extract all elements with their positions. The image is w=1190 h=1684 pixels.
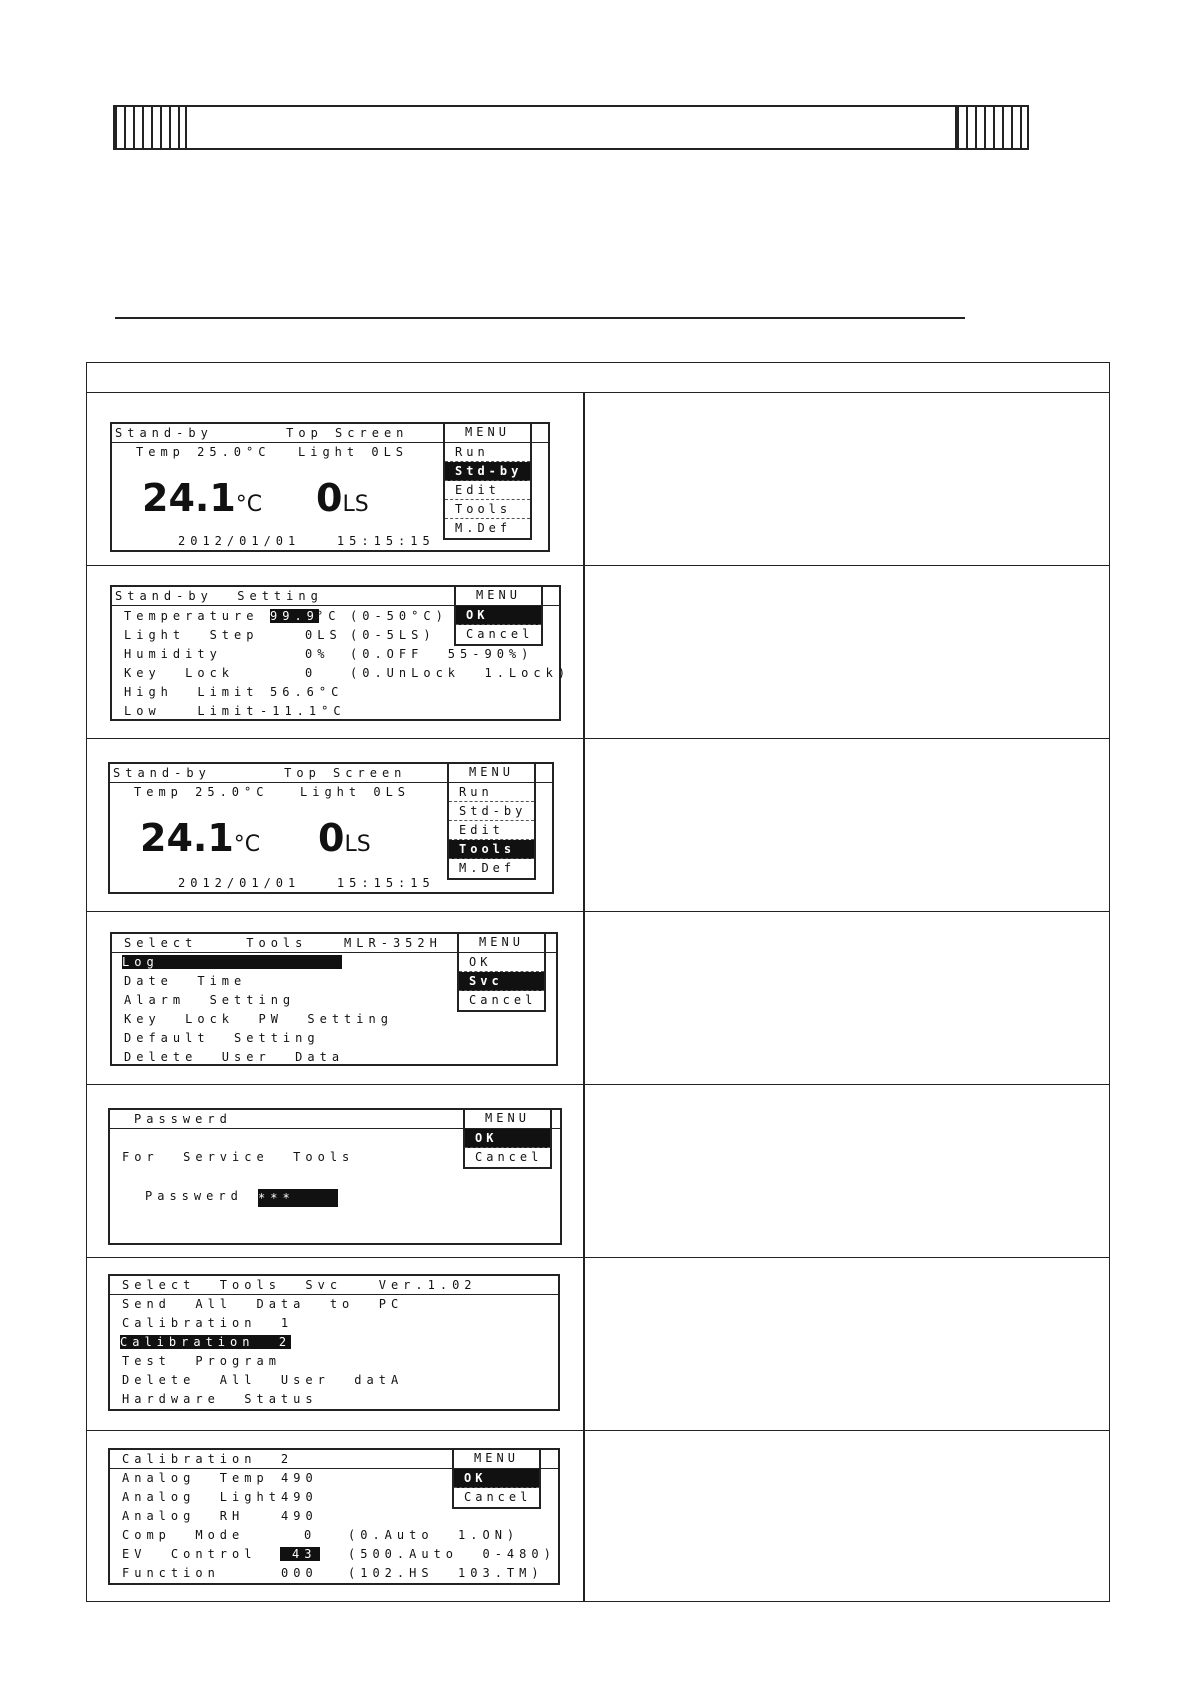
cal-value-analog-rh[interactable]: 490 (281, 1509, 318, 1523)
tool-item-date-time[interactable]: Date Time (124, 974, 247, 988)
cal-value-analog-temp[interactable]: 490 (281, 1471, 318, 1485)
svc-item-send-all-data[interactable]: Send All Data to PC (122, 1297, 404, 1311)
tool-item-log[interactable]: Log (122, 955, 342, 969)
setting-label-humidity: Humidity (124, 647, 222, 661)
cal-value-comp-mode[interactable]: 0 (304, 1528, 317, 1542)
cal-value-ev-control[interactable]: 43 (280, 1547, 320, 1561)
light-setpoint: Light 0LS (300, 785, 411, 799)
lcd-standby-setting (110, 585, 571, 721)
menu-header: MENU (454, 1450, 539, 1469)
svc-item-delete-all-user-data[interactable]: Delete All User datA (122, 1373, 404, 1387)
banner-stripes-right (955, 107, 1027, 148)
tool-item-default-setting[interactable]: Default Setting (124, 1031, 320, 1045)
cal-label-analog-temp: Analog Temp (122, 1471, 269, 1485)
setting-label-low-limit: Low Limit (124, 704, 259, 718)
menu-item-ok[interactable]: OK (459, 953, 544, 972)
setting-label-temperature: Temperature (124, 609, 259, 623)
password-prompt: For Service Tools (122, 1150, 355, 1164)
svc-item-calibration-2[interactable]: Calibration 2 (120, 1335, 292, 1349)
banner-stripes-left (115, 107, 187, 148)
setting-value-high-limit[interactable]: 56.6°C (270, 685, 344, 699)
cal-label-ev-control: EV Control (122, 1547, 257, 1561)
menu-item-cancel[interactable]: Cancel (464, 1490, 532, 1504)
menu-item-m-def[interactable]: M.Def (455, 521, 512, 535)
side-menu (454, 587, 543, 646)
table-header-row (87, 363, 1109, 393)
menu-item-edit[interactable]: Edit (445, 481, 530, 500)
screen-title: Select Tools MLR-352H (124, 936, 442, 950)
cal-label-analog-light: Analog Light (122, 1490, 281, 1504)
menu-item-cancel[interactable]: Cancel (466, 627, 534, 641)
menu-item-cancel[interactable]: Cancel (475, 1150, 543, 1164)
screen-title: Calibration 2 (122, 1452, 294, 1466)
cal-label-function: Function (122, 1566, 220, 1580)
menu-item-tools[interactable]: Tools (449, 840, 534, 859)
menu-header: MENU (445, 424, 530, 443)
setting-unit-temperature: °C (316, 609, 341, 623)
setting-value-key-lock[interactable]: 0 (305, 666, 318, 680)
temp-setpoint: Temp 25.0°C (136, 445, 271, 459)
setting-value-temperature[interactable]: 99.9 (270, 609, 319, 623)
setting-range-light-step: (0-5LS) (350, 628, 436, 642)
header-banner (113, 105, 1029, 150)
menu-item-ok[interactable]: OK (465, 1129, 550, 1148)
setting-range-temperature: (0-50°C) (350, 609, 448, 623)
menu-item-m-def[interactable]: M.Def (459, 861, 516, 875)
setting-value-light-step[interactable]: 0LS (305, 628, 342, 642)
menu-item-std-by[interactable]: Std-by (449, 802, 534, 821)
menu-item-run[interactable]: Run (449, 783, 534, 802)
cal-range-ev-control: (500.Auto 0-480) (348, 1547, 556, 1561)
setting-label-high-limit: High Limit (124, 685, 259, 699)
lcd-select-tools (110, 932, 558, 1066)
lcd-standby-top-screen (110, 422, 550, 552)
tool-item-delete-user-data[interactable]: Delete User Data (124, 1050, 345, 1064)
menu-item-cancel[interactable]: Cancel (469, 993, 537, 1007)
menu-item-ok[interactable]: OK (454, 1469, 539, 1488)
cal-label-comp-mode: Comp Mode (122, 1528, 245, 1542)
menu-item-run[interactable]: Run (445, 443, 530, 462)
setting-label-key-lock: Key Lock (124, 666, 235, 680)
current-light: 0LS (318, 816, 371, 860)
date-time: 2012/01/01 15:15:15 (178, 534, 435, 548)
screen-title: Stand-by Top Screen (115, 426, 409, 440)
tool-item-key-lock-pw-setting[interactable]: Key Lock PW Setting (124, 1012, 393, 1026)
svc-item-hardware-status[interactable]: Hardware Status (122, 1392, 318, 1406)
screen-title: Stand-by Top Screen (113, 766, 407, 780)
menu-item-ok[interactable]: OK (456, 606, 541, 625)
password-input[interactable]: *** (258, 1189, 338, 1207)
menu-header: MENU (449, 764, 534, 783)
menu-header: MENU (456, 587, 541, 606)
side-menu (443, 424, 532, 540)
side-menu (463, 1110, 552, 1169)
setting-value-humidity[interactable]: 0% (305, 647, 330, 661)
lcd-standby-top-screen-tools (108, 762, 554, 894)
lcd-select-tools-svc (108, 1274, 560, 1411)
password-label: Passwerd (145, 1189, 243, 1203)
temp-setpoint: Temp 25.0°C (134, 785, 269, 799)
lcd-calibration-2 (108, 1448, 560, 1585)
date-time: 2012/01/01 15:15:15 (178, 876, 435, 890)
side-menu (457, 934, 546, 1012)
current-temperature: 24.1°C (140, 816, 261, 860)
cal-label-analog-rh: Analog RH (122, 1509, 245, 1523)
light-setpoint: Light 0LS (298, 445, 409, 459)
menu-header: MENU (465, 1110, 550, 1129)
side-menu (447, 764, 536, 880)
setting-range-humidity: (0.OFF 55-90%) (350, 647, 534, 661)
cal-range-comp-mode: (0.Auto 1.ON) (348, 1528, 520, 1542)
svc-item-calibration-1[interactable]: Calibration 1 (122, 1316, 294, 1330)
lcd-password (108, 1108, 562, 1245)
current-temperature: 24.1°C (142, 476, 263, 520)
section-rule (115, 317, 965, 319)
current-light: 0LS (316, 476, 369, 520)
svc-item-test-program[interactable]: Test Program (122, 1354, 281, 1368)
setting-label-light-step: Light Step (124, 628, 259, 642)
screen-title: Select Tools Svc Ver.1.02 (122, 1278, 477, 1292)
cal-value-function[interactable]: 000 (281, 1566, 318, 1580)
screen-title: Stand-by Setting (115, 589, 323, 603)
menu-header: MENU (459, 934, 544, 953)
cal-value-analog-light[interactable]: 490 (281, 1490, 318, 1504)
setting-value-low-limit[interactable]: -11.1°C (260, 704, 346, 718)
menu-item-edit[interactable]: Edit (449, 821, 534, 840)
tool-item-alarm-setting[interactable]: Alarm Setting (124, 993, 296, 1007)
screen-title: Passwerd (134, 1112, 232, 1126)
menu-item-std-by[interactable]: Std-by (445, 462, 530, 481)
side-menu (452, 1450, 541, 1509)
cal-range-function: (102.HS 103.TM) (348, 1566, 544, 1580)
setting-range-key-lock: (0.UnLock 1.Lock) (350, 666, 571, 680)
menu-item-tools[interactable]: Tools (445, 500, 530, 519)
menu-item-svc[interactable]: Svc (459, 972, 544, 991)
